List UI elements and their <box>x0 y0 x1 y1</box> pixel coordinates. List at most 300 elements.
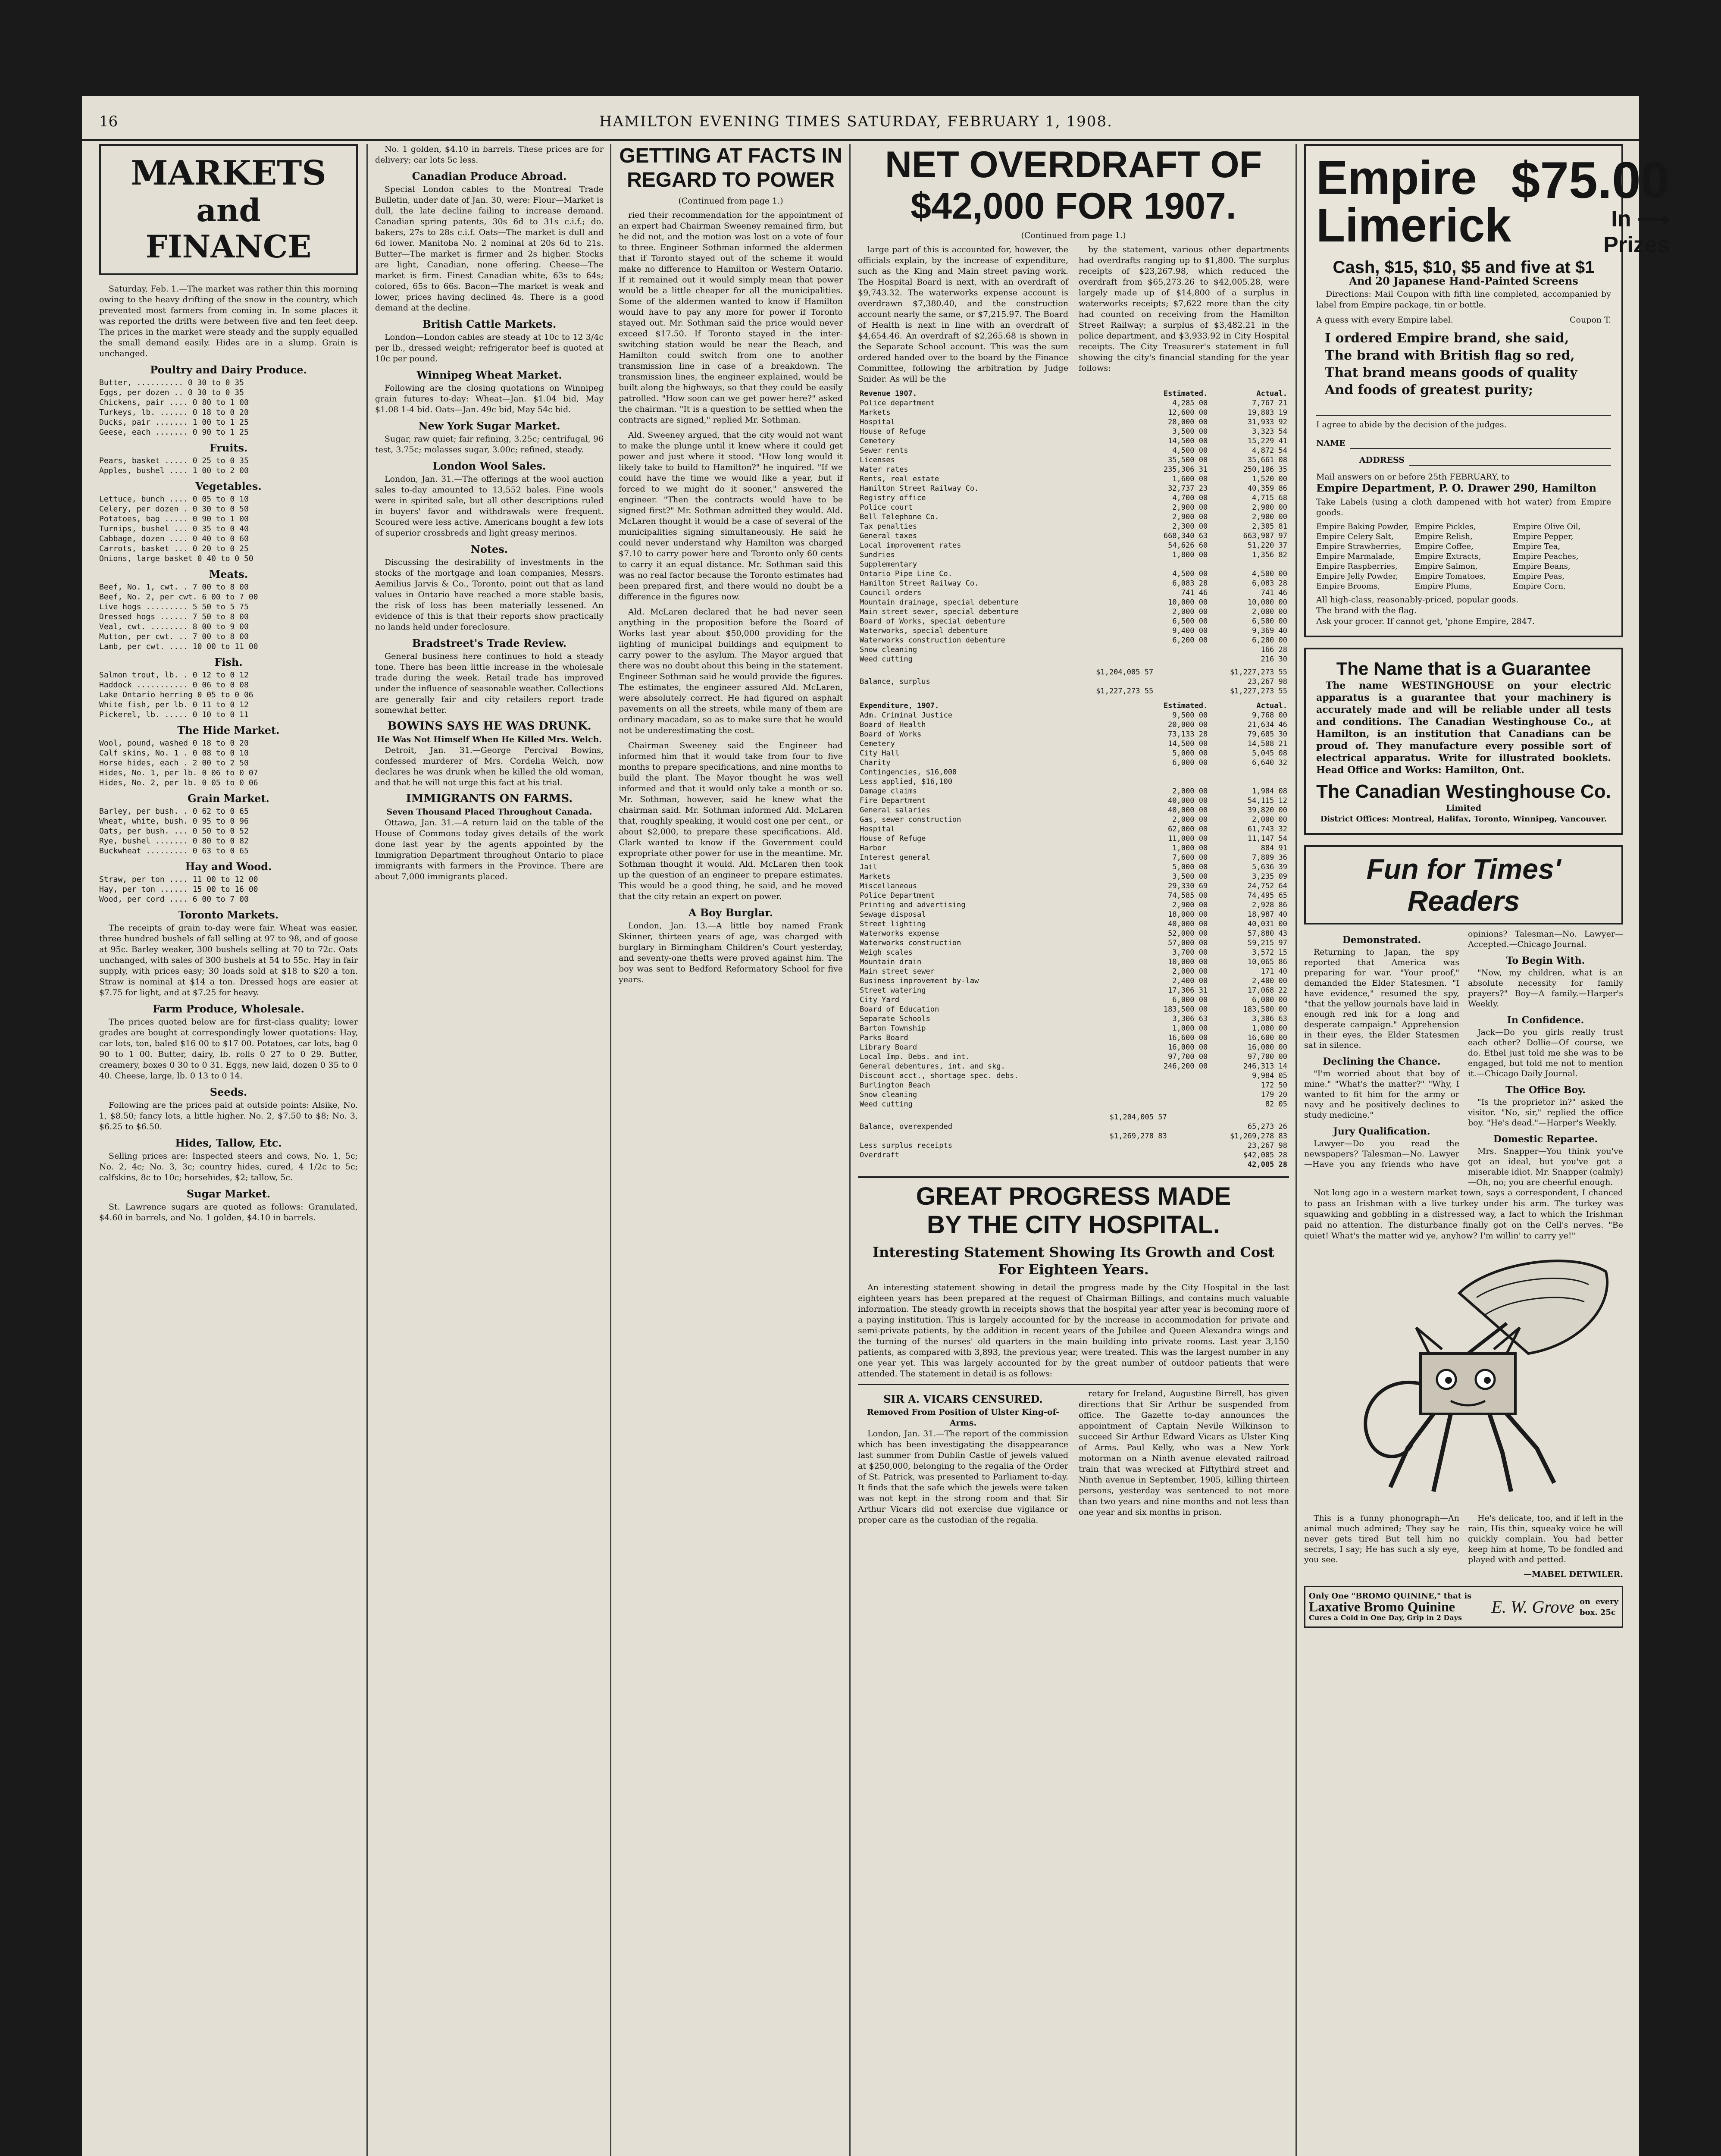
actual-value: 183,500 00 <box>1243 1005 1287 1014</box>
bromo-signature: E. W. Grove <box>1491 1597 1574 1617</box>
actual-value: 4,715 68 <box>1252 494 1287 502</box>
expenditure-row <box>858 948 1289 957</box>
line-item: House of Refuge <box>860 834 926 843</box>
seeds-head: Seeds. <box>210 1086 247 1098</box>
estimated-value: 1,600 00 <box>1172 475 1208 483</box>
actual-value: 250,106 35 <box>1243 465 1287 474</box>
line-item: Mountain drainage, special debenture <box>860 598 1019 607</box>
actual-value: 5,636 39 <box>1252 863 1287 871</box>
actual-value: 59,215 97 <box>1247 939 1287 947</box>
market-section-title: Meats. <box>209 568 248 580</box>
actual-value: 166 28 <box>1261 646 1287 654</box>
overdraft-column <box>858 144 1289 2156</box>
actual-value: 741 46 <box>1261 589 1287 597</box>
westinghouse-limited: Limited <box>1446 803 1482 813</box>
actual-value: 3,235 09 <box>1252 872 1287 881</box>
price-row: Live hogs ......... 5 50 to 5 75 <box>99 602 249 611</box>
actual-value: 2,900 00 <box>1252 503 1287 512</box>
estimated-value: 11,000 00 <box>1168 834 1208 843</box>
estimated-value: 741 46 <box>1181 589 1208 597</box>
expenditure-row <box>858 891 1289 900</box>
market-section-title: Vegetables. <box>195 480 262 492</box>
estimated-value: 4,500 00 <box>1172 570 1208 578</box>
vicars-text: London, Jan. 31.—The report of the commission which has been investigating the disappearance last summer from Dublin Castle of jewels valued at $250,000, belonging to the regalia of the Order of St. Patrick, was presented to Parliament to-day. It finds that the safe which the jewels were taken was not kept in the strong room and that Sir Arthur Vicars did not exercise due vigilance or proper care as the custodian of the regalia. <box>858 1429 1068 1525</box>
bowins-subhead: He Was Not Himself When He Killed Mrs. Welch. <box>377 735 602 744</box>
actual-value: 1,000 00 <box>1252 1024 1287 1033</box>
estimated-value: 35,500 00 <box>1168 456 1208 464</box>
price-row: Turnips, bushel ... 0 35 to 0 40 <box>99 524 249 533</box>
estimated-value: 6,200 00 <box>1172 636 1208 645</box>
actual-value: 6,640 32 <box>1252 758 1287 767</box>
market-section-title: Toronto Markets. <box>178 909 279 921</box>
line-item: Police Department <box>860 891 935 900</box>
verse-line: That brand means goods of quality <box>1325 365 1577 380</box>
line-item: Cemetery <box>860 740 895 748</box>
actual-value: 3,323 54 <box>1252 427 1287 436</box>
product-item: Empire Plums, <box>1414 582 1472 591</box>
revenue-row <box>858 427 1289 436</box>
revenue-row <box>858 455 1289 465</box>
hospital-headline-2: BY THE CITY HOSPITAL. <box>927 1211 1220 1239</box>
trade-column <box>375 144 604 2156</box>
line-item: Waterworks construction <box>860 939 961 947</box>
poem-left: This is a funny phonograph—An animal much admired; They say he never gets tired But tell him no secrets, I say; He has such a sly eye, you see. <box>1304 1514 1459 1564</box>
actual-value: 18,987 40 <box>1247 910 1287 919</box>
vicars-subhead: Removed From Position of Ulster King-of-Arms. <box>867 1407 1059 1428</box>
empire-products <box>1316 522 1611 591</box>
estimated-value: 5,000 00 <box>1172 749 1208 758</box>
expenditure-row <box>858 1024 1289 1033</box>
expenditure-row <box>858 881 1289 891</box>
price-row: Lettuce, bunch .... 0 05 to 0 10 <box>99 495 249 504</box>
expenditure-row <box>858 768 1289 777</box>
price-row: Barley, per bush. . 0 62 to 0 65 <box>99 807 249 816</box>
expenditure-row <box>858 834 1289 843</box>
address-label: ADDRESS <box>1359 455 1405 465</box>
immigrants-head: IMMIGRANTS ON FARMS. <box>406 792 573 805</box>
expenditure-row <box>858 843 1289 853</box>
power-text3: Ald. McLaren declared that he had never seen anything in the proposition before the Board of Works last year about $50,000 providing for the lighting of municipal buildings and equipment to carry power to the asylum. The Mayor argued that there was no doubt about this being in the statement. Engineer Sothman said he would provide the figures. The estimates, the engineer assured Ald. McLaren, were absolutely correct. He had figured on asphalt pavements on all the streets, while many of them are ordinary macadam, so as to make sure that he would not be underestimating the cost. <box>619 607 843 735</box>
revenue-row <box>858 446 1289 455</box>
line-item: Sewer rents <box>860 446 908 455</box>
joke-text: Jack—Do you girls really trust each other? Dollie—Of course, we do. Ethel just told me she was to be engaged, but told me not to mention it.—Chicago Daily Journal. <box>1468 1028 1623 1078</box>
product-item: Empire Baking Powder, <box>1316 522 1409 531</box>
line-item: Snow cleaning <box>860 1091 917 1099</box>
actual-value <box>1209 768 1289 777</box>
line-item: Local improvement rates <box>860 541 961 550</box>
market-section-title: Fruits. <box>209 442 248 454</box>
actual-value: 5,045 08 <box>1252 749 1287 758</box>
brand-flag-text: The brand with the flag. <box>1316 606 1417 615</box>
expenditure-row <box>858 777 1289 787</box>
line-item: Cemetery <box>860 437 895 445</box>
joke-title: The Office Boy. <box>1505 1084 1586 1096</box>
wool-text: London, Jan. 31.—The offerings at the wool auction sales to-day amounted to 13,552 bales. Fine wools were in spirited sale, but all other descriptions ruled in buyers' favor and withdrawals were frequent. Scoured were less active. Americans bought a few lots of superior crossbreds and light greasy merinos. <box>375 474 604 538</box>
ask-grocer-text: Ask your grocer. If cannot get, 'phone Empire, 2847. <box>1316 617 1535 626</box>
expenditure-row <box>858 862 1289 872</box>
price-row: Turkeys, lb. ...... 0 18 to 0 20 <box>99 408 249 417</box>
estimated-value: 2,900 00 <box>1172 901 1208 909</box>
actual-value: 1,984 08 <box>1252 787 1287 796</box>
product-item: Empire Celery Salt, <box>1316 532 1394 541</box>
revenue-row <box>858 598 1289 607</box>
overdraft-intro-b: by the statement, various other departments had overdrafts ranging up to $1,800. The surplus receipts of $23,267.98, which reduced the overdraft from $65,273.26 to $42,005.28, were largely made up of $14,800 of a surplus in waterworks receipts; $7,622 more than the city had counted on receiving from the Hamilton Street Railway; a surplus of $3,482.21 in the police department, and $3,933.92 in City Hospital receipts. The City Treasurer's statement in full showing the city's financial standing for the year follows: <box>1079 245 1289 373</box>
poem-right: He's delicate, too, and if left in the rain, His thin, squeaky voice he will quickly complain. You had better keep him at home, To be fondled and played with and petted. <box>1468 1514 1623 1564</box>
col-actual: Actual. <box>1256 389 1287 398</box>
estimated-value: 28,000 00 <box>1168 418 1208 426</box>
empire-guess: A guess with every Empire label. <box>1316 315 1453 325</box>
product-item: Empire Raspberries, <box>1316 562 1398 571</box>
estimated-value: 183,500 00 <box>1163 1005 1208 1014</box>
line-item: Main street sewer, special debenture <box>860 608 1019 616</box>
joke-text: "I'm worried about that boy of mine." "What's the matter?" "Why, I wanted to fit him for the army or navy and he positively declines to study medicine." <box>1304 1069 1459 1120</box>
name-label: NAME <box>1316 439 1346 448</box>
actual-value: 6,000 00 <box>1252 996 1287 1004</box>
joke-text: Lawyer—Do you read the newspapers? Talesman—No. Lawyer—Have you any friends who have opinions? Talesman—No. Lawyer—Accepted.—Chicago Journal. <box>1304 929 1623 1169</box>
revenue-row <box>858 541 1289 550</box>
actual-value: 1,520 00 <box>1252 475 1287 483</box>
line-item: Supplementary <box>860 560 917 569</box>
joke-text: Mrs. Snapper—You think you've got an ideal, but you've got a miserable idiot. Mr. Snapper (calmly)—Oh, no; you are cheerful enough. <box>1468 1147 1623 1187</box>
bromo-sub: Cures a Cold in One Day, Grip in 2 Days <box>1309 1614 1462 1622</box>
estimated-value: 6,000 00 <box>1172 996 1208 1004</box>
estimated-value: 2,900 00 <box>1172 513 1208 521</box>
bromo-line1: Only One "BROMO QUININE," that is <box>1309 1592 1472 1601</box>
expenditure-row <box>858 739 1289 749</box>
cattle-head: British Cattle Markets. <box>422 318 557 330</box>
revenue-row <box>858 636 1289 645</box>
actual-value: 2,900 00 <box>1252 513 1287 521</box>
price-row: Beef, No. 1, cwt. . 7 00 to 8 00 <box>99 583 249 592</box>
expenditure-row <box>858 1090 1289 1100</box>
line-item: Parks Board <box>860 1034 908 1042</box>
line-item: Weed cutting <box>860 655 913 664</box>
toronto-text: The receipts of grain to-day were fair. Wheat was easier, three hundred bushels of fall selling at 97 to 98, and of goose at 95c. Barley weaker, 300 bushels selling at 70 to 72c. Oats unchanged, with sales of 300 bushels at 54 to 55c. Hay in fair supply, with prices easy; 30 loads sold at $18 to $20 a ton. Straw is nominal at $14 a ton. Dressed hogs are easier at $7.75 for light, and at $7.25 for heavy. <box>99 923 358 997</box>
revenue-table <box>858 389 1289 664</box>
revenue-row <box>858 522 1289 531</box>
estimated-value: 235,306 31 <box>1163 465 1208 474</box>
price-row: Chickens, pair .... 0 80 to 1 00 <box>99 398 249 407</box>
actual-value: 79,605 30 <box>1247 730 1287 739</box>
estimated-value: 32,737 23 <box>1168 484 1208 493</box>
cattle-text: London—London cables are steady at 10c to 12 3/4c per lb., dressed weight; refrigerator beef is quoted at 10c per pound. <box>375 332 604 364</box>
estimated-value: 2,000 00 <box>1172 967 1208 976</box>
line-item: City Yard <box>860 996 900 1004</box>
product-item: Empire Relish, <box>1414 532 1473 541</box>
price-row: Carrots, basket ... 0 20 to 0 25 <box>99 544 249 553</box>
bradstreet-head: Bradstreet's Trade Review. <box>412 637 567 649</box>
estimated-value: 16,600 00 <box>1168 1034 1208 1042</box>
arrow-icon: ⟶ <box>1637 207 1670 232</box>
estimated-value: 3,700 00 <box>1172 948 1208 957</box>
line-item: Contingencies, $16,000 <box>860 768 957 777</box>
actual-value: 54,115 12 <box>1247 796 1287 805</box>
line-item: Hospital <box>860 825 895 834</box>
actual-value: 16,000 00 <box>1247 1043 1287 1052</box>
estimated-value: 97,700 00 <box>1168 1053 1208 1061</box>
abide-text: I agree to abide by the decision of the judges. <box>1316 420 1507 429</box>
price-row: Pickerel, lb. ..... 0 10 to 0 11 <box>99 710 249 719</box>
line-item: Rents, real estate <box>860 475 939 483</box>
estimated-value: 16,000 00 <box>1168 1043 1208 1052</box>
actual-value: 21,634 46 <box>1247 721 1287 729</box>
estimated-value: 9,500 00 <box>1172 711 1208 720</box>
market-section-title: Poultry and Dairy Produce. <box>150 364 307 376</box>
expenditure-row <box>858 805 1289 815</box>
price-row: Calf skins, No. 1 . 0 08 to 0 10 <box>99 749 249 758</box>
line-item: Bell Telephone Co. <box>860 513 939 521</box>
overexpended-row: Balance, overexpended 65,273 26 <box>860 1122 1287 1131</box>
power-text4: Chairman Sweeney said the Engineer had informed him that it would take from four to five months to prepare specifications, and nine months to build the plant. The Mayor thought he was well informed and that it would only take a month or so. Mr. Sothman, however, said he knew what the chairman said. Mr. Sothman informed Ald. McLaren that, roughly speaking, it would cost one per cent., or about $2,000, to prepare these specifications. Ald. Clark wanted to know if the Government could expropriate other power for use in the meantime. Mr. Sothman thought it would. Ald. McLaren then took up the question of an engineer to prepare estimates. This would be a good thing, he said, and he moved that the city retain an expert on power. <box>619 741 843 901</box>
line-item: Snow cleaning <box>860 646 917 654</box>
fifth-line-blank[interactable] <box>1316 403 1611 416</box>
sugar-text: St. Lawrence sugars are quoted as follows: Granulated, $4.60 in barrels, and No. 1 golden, $4.10 in barrels. <box>99 1202 358 1222</box>
estimated-value: 6,083 28 <box>1172 579 1208 588</box>
market-sections <box>99 364 358 920</box>
immigrants-text: Ottawa, Jan. 31.—A return laid on the table of the House of Commons today gives details of the work done last year by the agents appointed by the Immigration Department throughout Ontario to place immigrants with farmers in the Province. There are about 7,000 immigrants placed. <box>375 818 604 881</box>
bromo-box: on every box. 25c <box>1580 1597 1618 1617</box>
line-item: Waterworks expense <box>860 929 939 938</box>
expenditure-row <box>858 1033 1289 1043</box>
product-item: Empire Peaches, <box>1513 552 1579 561</box>
actual-value: 171 40 <box>1261 967 1287 976</box>
line-item: Interest general <box>860 853 930 862</box>
expenditure-row <box>858 929 1289 938</box>
price-row: Lake Ontario herring 0 05 to 0 06 <box>99 690 253 699</box>
expenditure-row <box>858 796 1289 805</box>
expenditure-row <box>858 967 1289 976</box>
exp-total-row: $1,204,005 57 <box>1109 1113 1167 1122</box>
address-field[interactable] <box>1409 455 1611 466</box>
market-section-title: Hay and Wood. <box>185 860 272 873</box>
actual-value: 4,500 00 <box>1252 570 1287 578</box>
line-item: Board of Health <box>860 721 926 729</box>
ny-sugar-head: New York Sugar Market. <box>418 420 560 432</box>
estimated-value <box>1130 768 1209 777</box>
revenue-row <box>858 569 1289 579</box>
estimated-value: 4,500 00 <box>1172 446 1208 455</box>
bromo-name: Laxative Bromo Quinine <box>1309 1599 1455 1614</box>
line-item: Library Board <box>860 1043 917 1052</box>
price-row: Celery, per dozen . 0 30 to 0 50 <box>99 505 249 514</box>
product-item: Empire Tomatoes, <box>1414 572 1486 581</box>
jokes <box>1304 929 1623 1188</box>
revenue-row <box>858 398 1289 408</box>
estimated-value <box>1130 560 1209 569</box>
price-row: Hides, No. 2, per lb. 0 05 to 0 06 <box>99 778 258 787</box>
vicars-head: SIR A. VICARS CENSURED. <box>883 1393 1043 1405</box>
actual-value <box>1209 777 1289 787</box>
line-item: Waterworks, special debenture <box>860 627 988 635</box>
price-row: Oats, per bush. ... 0 50 to 0 52 <box>99 827 249 836</box>
price-row: Butter, .......... 0 30 to 0 35 <box>99 378 244 387</box>
line-item: Gas, sewer construction <box>860 815 961 824</box>
revenue-row <box>858 645 1289 655</box>
expenditure-row <box>858 976 1289 986</box>
estimated-value: 6,000 00 <box>1172 758 1208 767</box>
expenditure-row <box>858 1100 1289 1109</box>
price-row: Hay, per ton ...... 15 00 to 16 00 <box>99 885 258 894</box>
line-item: Miscellaneous <box>860 882 917 890</box>
line-item: Police court <box>860 503 913 512</box>
boy-burglar-head: A Boy Burglar. <box>688 906 773 919</box>
markets-intro: Saturday, Feb. 1.—The market was rather thin this morning owing to the heavy drifting of the snow in the country, which prevented most farmers from coming in. In some places it was reported the drifts were between five and ten feet deep. The prices in the market were steady and the supply equalled the small demand easily. Hides are in a slump. Grain is unchanged. <box>99 284 358 358</box>
expenditure-row <box>858 1014 1289 1024</box>
totals2-row-1: $1,269,278 83 $1,269,278 83 <box>1109 1132 1287 1141</box>
actual-value: 10,000 00 <box>1247 598 1287 607</box>
estimated-value: 9,400 00 <box>1172 627 1208 635</box>
estimated-value: 40,000 00 <box>1168 806 1208 815</box>
revenue-row <box>858 655 1289 664</box>
estimated-value: 246,200 00 <box>1163 1062 1208 1071</box>
expenditure-row <box>858 711 1289 720</box>
expenditure-row <box>858 758 1289 768</box>
westinghouse-text: The name WESTINGHOUSE on your electric apparatus is a guarantee that your machinery is accurately made and will be reliable under all tests and conditions. The Canadian Westinghouse Co., at Hamilton, is an institution that Canadians can be proud of. They manufacture every possible sort of electrical apparatus. Write for illustrated booklets. Head Office and Works: Hamilton, Ont. <box>1316 680 1611 776</box>
price-row: Pears, basket ..... 0 25 to 0 35 <box>99 456 249 465</box>
estimated-value: 3,500 00 <box>1172 427 1208 436</box>
expenditure-head: Expenditure, 1907. <box>860 702 939 710</box>
estimated-value: 74,585 00 <box>1168 891 1208 900</box>
cash-prizes: Cash, $15, $10, $5 and five at $1 <box>1333 258 1595 277</box>
price-row: Mutton, per cwt. .. 7 00 to 8 00 <box>99 632 249 641</box>
westinghouse-ad <box>1304 648 1623 835</box>
line-item: Board of Education <box>860 1005 939 1014</box>
actual-value: 97,700 00 <box>1247 1053 1287 1061</box>
estimated-value <box>1130 1071 1209 1081</box>
price-row: Straw, per ton .... 11 00 to 12 00 <box>99 875 258 884</box>
market-section-title: Fish. <box>214 656 243 668</box>
line-item: House of Refuge <box>860 427 926 436</box>
seeds-text: Following are the prices paid at outside points: Alsike, No. 1, $8.50; fancy lots, a little higher. No. 2, $7.50 to $8; No. 3, $6.25 to $6.50. <box>99 1100 358 1131</box>
price-row: White fish, per lb. 0 11 to 0 12 <box>99 700 249 709</box>
product-item: Empire Pepper, <box>1513 532 1574 541</box>
line-item: Street lighting <box>860 920 926 928</box>
overdraft-headline-1: NET OVERDRAFT OF <box>885 144 1262 185</box>
expenditure-row <box>858 986 1289 995</box>
labels-text: Take Labels (using a cloth dampened with hot water) from Empire goods. <box>1316 497 1611 517</box>
estimated-value <box>1130 777 1209 787</box>
line-item: Adm. Criminal Justice <box>860 711 952 720</box>
estimated-value: 57,000 00 <box>1168 939 1208 947</box>
column-rule <box>610 144 611 2156</box>
fun-headline-box <box>1304 845 1623 924</box>
estimated-value <box>1130 1100 1209 1109</box>
line-item: Ontario Pipe Line Co. <box>860 570 952 578</box>
actual-value: 2,400 00 <box>1252 977 1287 985</box>
estimated-value: 3,306 63 <box>1172 1015 1208 1023</box>
product-item: Empire Beans, <box>1513 562 1571 571</box>
actual-value: 31,933 92 <box>1247 418 1287 426</box>
empire-limerick-ad <box>1304 144 1670 637</box>
col2-text1: No. 1 golden, $4.10 in barrels. These prices are for delivery; car lots 5c less. <box>375 144 604 165</box>
line-item: Sewage disposal <box>860 910 926 919</box>
revenue-row <box>858 512 1289 522</box>
actual-value: 9,768 00 <box>1252 711 1287 720</box>
hospital-subhead: Interesting Statement Showing Its Growth and Cost For Eighteen Years. <box>873 1244 1274 1278</box>
line-item: Business improvement by-law <box>860 977 979 985</box>
joke-title: Declining the Chance. <box>1323 1056 1441 1067</box>
line-item: Sundries <box>860 551 895 559</box>
revenue-row <box>858 417 1289 427</box>
overdraft-headline-2: $42,000 FOR 1907. <box>911 185 1236 227</box>
hides-head: Hides, Tallow, Etc. <box>175 1137 282 1149</box>
line-item: Harbor <box>860 844 886 852</box>
expenditure-row <box>858 824 1289 834</box>
price-row: Haddock ........... 0 06 to 0 08 <box>99 680 249 689</box>
joke-text: "Is the proprietor in?" asked the visitor. "No, sir," replied the office boy. "He's dead."—Harper's Weekly. <box>1468 1097 1623 1128</box>
estimated-value: 2,000 00 <box>1172 608 1208 616</box>
joke-title: Demonstrated. <box>1342 934 1421 946</box>
estimated-value: 20,000 00 <box>1168 721 1208 729</box>
prizes-label: Prizes <box>1603 232 1670 257</box>
bromo-quinine-ad <box>1304 1586 1623 1628</box>
line-item: Registry office <box>860 494 926 502</box>
line-item: Council orders <box>860 589 922 597</box>
hospital-text: An interesting statement showing in detail the progress made by the City Hospital in the last eighteen years has been prepared at the request of Chairman Billings, and contains much valuable information. The steady growth in receipts shows that the hospital year after year is becoming more of a paying institution. This is largely accounted for by the increase in accommodation for private and semi-private patients, by the addition in recent years of the Jubilee and Queen Alexandra wings and the turning of the nurses' old quarters in the main building into private rooms. Last year 3,150 patients, as compared with 3,893, the previous year, were treated. This was the largest number in any one year yet. This was largely accounted for by the great number of outdoor patients that were attended. The statement in detail is as follows: <box>858 1283 1289 1379</box>
estimated-value: 2,900 00 <box>1172 503 1208 512</box>
limerick-title: Limerick <box>1316 199 1511 252</box>
line-item: Burlington Beach <box>860 1081 930 1090</box>
actual-value: 15,229 41 <box>1247 437 1287 445</box>
hides-text: Selling prices are: Inspected steers and cows, No. 1, 5c; No. 2, 4c; No. 3, 3c; country hides, cured, 4 1/2c to 5c; calfskins, 8c to 10c; horsehides, $2; tallow, 5c. <box>99 1151 358 1182</box>
farm-head: Farm Produce, Wholesale. <box>153 1003 304 1015</box>
price-row: Wool, pound, washed 0 18 to 0 20 <box>99 739 249 748</box>
bowins-text: Detroit, Jan. 31.—George Percival Bowins, confessed murderer of Mrs. Cordelia Welch, now declares he was drunk when he killed the old woman, and that he will not urge this fact at his trial. <box>375 746 604 787</box>
ny-sugar-text: Sugar, raw quiet; fair refining, 3.25c; centrifugal, 96 test, 3.75c; molasses sugar, 3.00c; refined, steady. <box>375 434 604 454</box>
line-item: General salaries <box>860 806 930 815</box>
farm-text: The prices quoted below are for first-class quality; lower grades are bought at correspondingly lower quotations: Hay, car lots, ton, baled $16 00 to $17 00. Potatoes, car lots, bag 0 90 to 1 00. Butter, dairy, lb. rolls 0 27 to 0 29. Butter, creamery, boxes 0 30 to 0 31. Eggs, new laid, dozen 0 35 to 0 40. Cheese, large, lb. 0 13 to 0 14. <box>99 1017 358 1081</box>
line-item: Waterworks construction debenture <box>860 636 1005 645</box>
product-item: Empire Coffee, <box>1414 542 1474 551</box>
estimated-value: 73,133 28 <box>1168 730 1208 739</box>
fun-headline: Fun for Times' Readers <box>1366 853 1561 917</box>
actual-value: 172 50 <box>1261 1081 1287 1090</box>
actual-value: 35,661 08 <box>1247 456 1287 464</box>
actual-value: 40,031 00 <box>1247 920 1287 928</box>
notes-head: Notes. <box>470 543 508 555</box>
overdraft-intro: large part of this is accounted for, however, the officials explain, by the increase of expenditure, such as the King and Main street paving work. The Hospital Board is next, with an overdraft of $9,743.32. The waterworks expense account is overdrawn $7,380.40, and the construction account nearly the same, or $7,215.97. The Board of Health is next in line with an overdraft of $4,654.46. An overdraft of $2,265.68 is shown in the Separate School account. This was the sum ordered handed over to the board by the Finance Committee, following the arbitration by Judge Snider. As will be the <box>858 245 1068 384</box>
price-row: Dressed hogs ...... 7 50 to 8 00 <box>99 612 249 621</box>
revenue-row <box>858 493 1289 503</box>
actual-value: 884 91 <box>1261 844 1287 852</box>
verse-line: I ordered Empire brand, she said, <box>1325 331 1569 346</box>
name-field[interactable] <box>1350 438 1611 449</box>
expenditure-totals <box>858 1112 1289 1169</box>
revenue-row <box>858 408 1289 417</box>
line-item: Less applied, $16,100 <box>860 777 952 786</box>
hospital-headline-1: GREAT PROGRESS MADE <box>916 1182 1231 1210</box>
revenue-row <box>858 607 1289 617</box>
expenditure-row <box>858 995 1289 1005</box>
revenue-row <box>858 550 1289 560</box>
actual-value: 9,984 05 <box>1252 1072 1287 1080</box>
line-item: Water rates <box>860 465 908 474</box>
estimated-value: 2,000 00 <box>1172 787 1208 796</box>
final-overdraft-row: 42,005 28 <box>1247 1160 1287 1169</box>
estimated-value: 29,330 69 <box>1168 882 1208 890</box>
actual-value: 216 30 <box>1261 655 1287 664</box>
expenditure-row <box>858 787 1289 796</box>
revenue-row <box>858 484 1289 493</box>
markets-headline: MARKETS <box>131 154 326 193</box>
line-item: Board of Works, special debenture <box>860 617 1005 626</box>
line-item: Fire Department <box>860 796 926 805</box>
price-row: Rye, bushel ....... 0 80 to 0 82 <box>99 837 249 846</box>
westinghouse-offices: District Offices: Montreal, Halifax, Toronto, Winnipeg, Vancouver. <box>1320 815 1607 824</box>
actual-value: 2,928 86 <box>1252 901 1287 909</box>
immigrants-subhead: Seven Thousand Placed Throughout Canada. <box>386 807 592 817</box>
expenditure-row <box>858 957 1289 967</box>
